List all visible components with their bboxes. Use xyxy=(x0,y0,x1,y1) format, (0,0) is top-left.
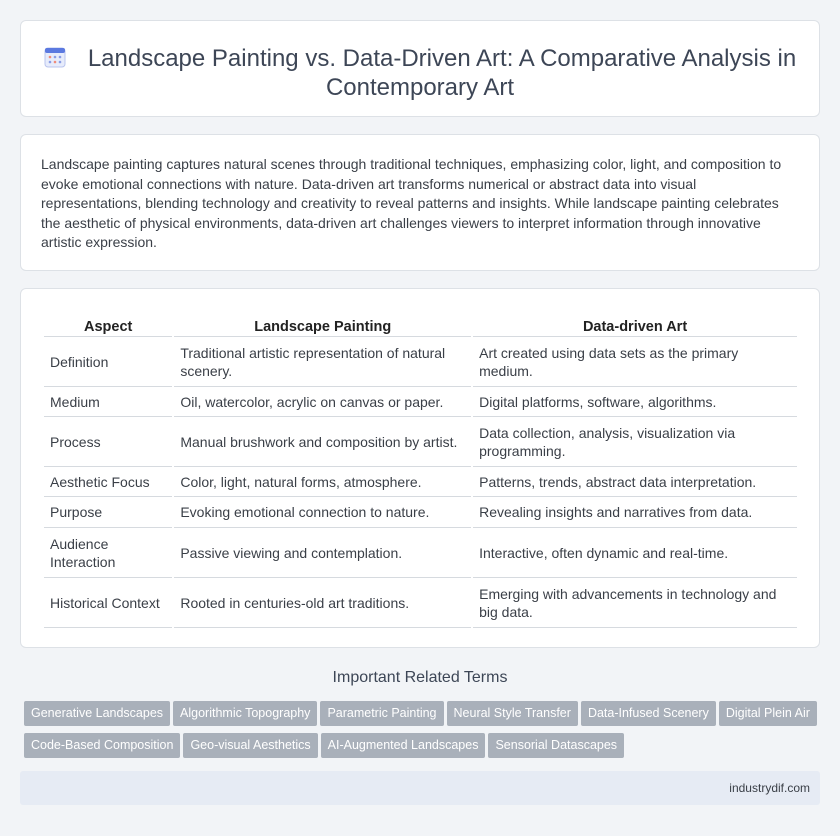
row-aspect: Historical Context xyxy=(44,578,172,628)
header-landscape-painting: Landscape Painting xyxy=(174,317,471,337)
row-data-value: Art created using data sets as the primary medium. xyxy=(473,337,797,387)
header-aspect: Aspect xyxy=(44,317,172,337)
row-data-value: Emerging with advancements in technology and big data. xyxy=(473,578,797,628)
table-row xyxy=(44,528,797,578)
related-term-tag[interactable]: Code-Based Composition xyxy=(24,733,180,758)
page-title: Landscape Painting vs. Data-Driven Art: A Comparative Analysis in Contemporary Art xyxy=(87,45,797,101)
row-data-value: Digital platforms, software, algorithms. xyxy=(473,387,797,417)
table-row xyxy=(44,387,797,417)
related-term-tag[interactable]: Digital Plein Air xyxy=(719,701,817,726)
comparison-table xyxy=(42,317,799,628)
row-landscape-value: Rooted in centuries-old art traditions. xyxy=(174,578,471,628)
related-term-tag[interactable]: Data-Infused Scenery xyxy=(581,701,716,726)
row-data-value: Interactive, often dynamic and real-time. xyxy=(473,528,797,578)
row-landscape-value: Color, light, natural forms, atmosphere. xyxy=(174,467,471,497)
related-term-tag[interactable]: AI-Augmented Landscapes xyxy=(321,733,486,758)
related-term-tag[interactable]: Neural Style Transfer xyxy=(447,701,578,726)
calendar-icon xyxy=(44,46,66,68)
row-data-value: Revealing insights and narratives from data. xyxy=(473,497,797,528)
footer-site-link[interactable]: industrydif.com xyxy=(729,781,810,795)
row-landscape-value: Evoking emotional connection to nature. xyxy=(174,497,471,528)
row-landscape-value: Oil, watercolor, acrylic on canvas or paper. xyxy=(174,387,471,417)
table-row xyxy=(44,497,797,528)
title-card xyxy=(20,20,820,117)
related-terms-list xyxy=(24,701,824,765)
row-data-value: Patterns, trends, abstract data interpretation. xyxy=(473,467,797,497)
row-aspect: Aesthetic Focus xyxy=(44,467,172,497)
related-term-tag[interactable]: Geo-visual Aesthetics xyxy=(183,733,317,758)
row-data-value: Data collection, analysis, visualization via programming. xyxy=(473,417,797,467)
table-row xyxy=(44,417,797,467)
table-row xyxy=(44,578,797,628)
row-landscape-value: Manual brushwork and composition by artist. xyxy=(174,417,471,467)
related-term-tag[interactable]: Parametric Painting xyxy=(320,701,443,726)
intro-card xyxy=(20,134,820,271)
row-aspect: Audience Interaction xyxy=(44,528,172,578)
related-terms-heading: Important Related Terms xyxy=(332,669,508,686)
page-title-wrap xyxy=(21,44,819,102)
comparison-card xyxy=(20,288,820,648)
row-aspect: Definition xyxy=(44,337,172,387)
related-term-tag[interactable]: Generative Landscapes xyxy=(24,701,170,726)
row-landscape-value: Passive viewing and contemplation. xyxy=(174,528,471,578)
table-row xyxy=(44,337,797,387)
related-term-tag[interactable]: Algorithmic Topography xyxy=(173,701,317,726)
row-aspect: Medium xyxy=(44,387,172,417)
row-aspect: Process xyxy=(44,417,172,467)
intro-paragraph: Landscape painting captures natural scenes through traditional techniques, emphasizing color, light, and composition to evoke emotional connections with nature. Data-driven art transforms numerical or abstract data into visual representations, blending technology and creativity to reveal patterns and insights. While landscape painting celebrates the aesthetic of physical environments, data-driven art challenges viewers to interpret information through innovative artistic expression. xyxy=(41,156,782,251)
header-data-driven-art: Data-driven Art xyxy=(473,317,797,337)
table-row xyxy=(44,467,797,497)
related-term-tag[interactable]: Sensorial Datascapes xyxy=(488,733,624,758)
row-landscape-value: Traditional artistic representation of natural scenery. xyxy=(174,337,471,387)
footer-bar xyxy=(20,771,820,805)
row-aspect: Purpose xyxy=(44,497,172,528)
table-header-row xyxy=(44,317,797,337)
